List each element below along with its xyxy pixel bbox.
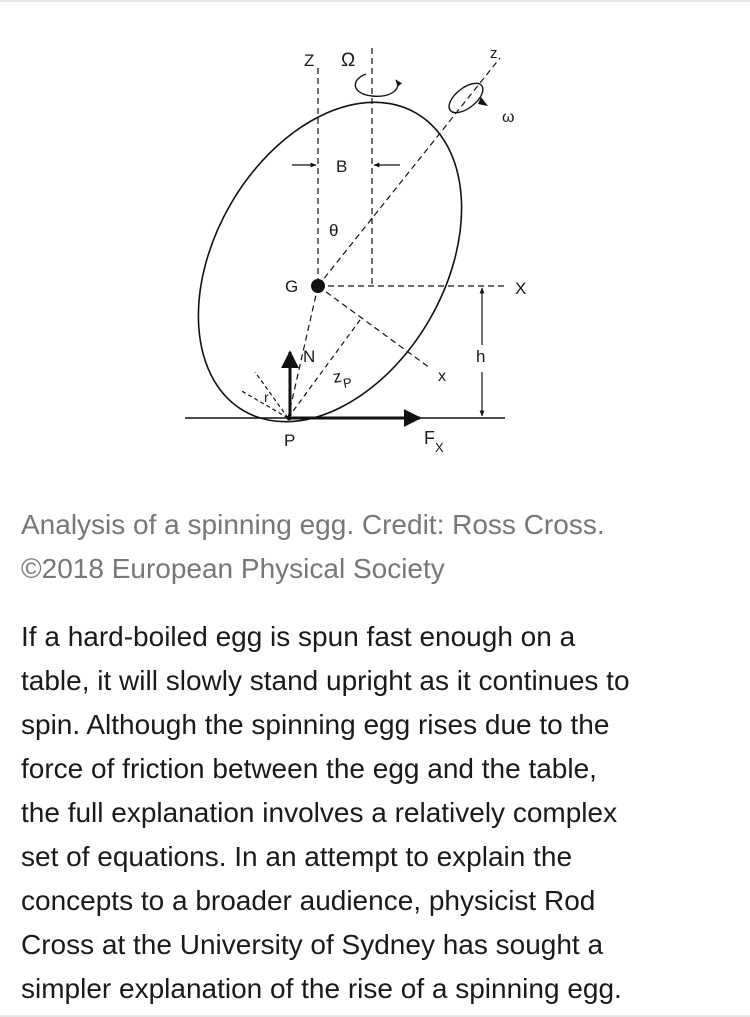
omega-rotation-icon xyxy=(355,74,397,96)
label-P: P xyxy=(284,431,296,450)
r-line-2 xyxy=(255,372,288,418)
label-Fx-sub: X xyxy=(435,440,444,455)
contact-point-dot xyxy=(287,416,292,421)
label-Z: Z xyxy=(304,51,315,70)
paragraph-line: the full explanation involves a relatively complex xyxy=(21,797,618,828)
article-paragraph xyxy=(21,615,741,1011)
label-B: B xyxy=(336,157,348,176)
caption-line: ©2018 European Physical Society xyxy=(21,553,445,584)
figure-caption xyxy=(21,503,736,591)
paragraph-line: If a hard-boiled egg is spun fast enough on a xyxy=(21,621,576,652)
spinning-egg-diagram xyxy=(0,0,750,480)
paragraph-line: table, it will slowly stand upright as it continues to xyxy=(21,665,630,696)
paragraph-line: spin. Although the spinning egg rises due to the xyxy=(21,709,610,740)
label-r: r xyxy=(264,389,269,405)
paragraph-line: set of equations. In an attempt to explain the xyxy=(21,841,573,872)
egg-outline xyxy=(144,56,515,469)
label-x-small: x xyxy=(438,368,446,385)
label-zP: z xyxy=(331,366,344,387)
label-Fx: F xyxy=(424,428,435,448)
label-h: h xyxy=(476,347,486,366)
label-G: G xyxy=(285,277,299,296)
caption-line: Analysis of a spinning egg. Credit: Ross Cross. xyxy=(21,509,605,540)
label-X: X xyxy=(515,279,527,298)
paragraph-line: simpler explanation of the rise of a spinning egg. xyxy=(21,973,622,1004)
label-z-small: z xyxy=(490,45,498,62)
label-omega-capital: Ω xyxy=(341,50,356,71)
label-N: N xyxy=(303,347,316,366)
paragraph-line: concepts to a broader audience, physicist Rod xyxy=(21,885,596,916)
center-of-mass-dot xyxy=(311,279,325,293)
paragraph-line: Cross at the University of Sydney has sought a xyxy=(21,929,604,960)
x-body-axis xyxy=(318,286,430,368)
label-zP-sub: P xyxy=(341,374,354,391)
label-omega-small: ω xyxy=(502,109,515,126)
paragraph-line: force of friction between the egg and the table, xyxy=(21,753,597,784)
label-theta: θ xyxy=(329,221,339,240)
